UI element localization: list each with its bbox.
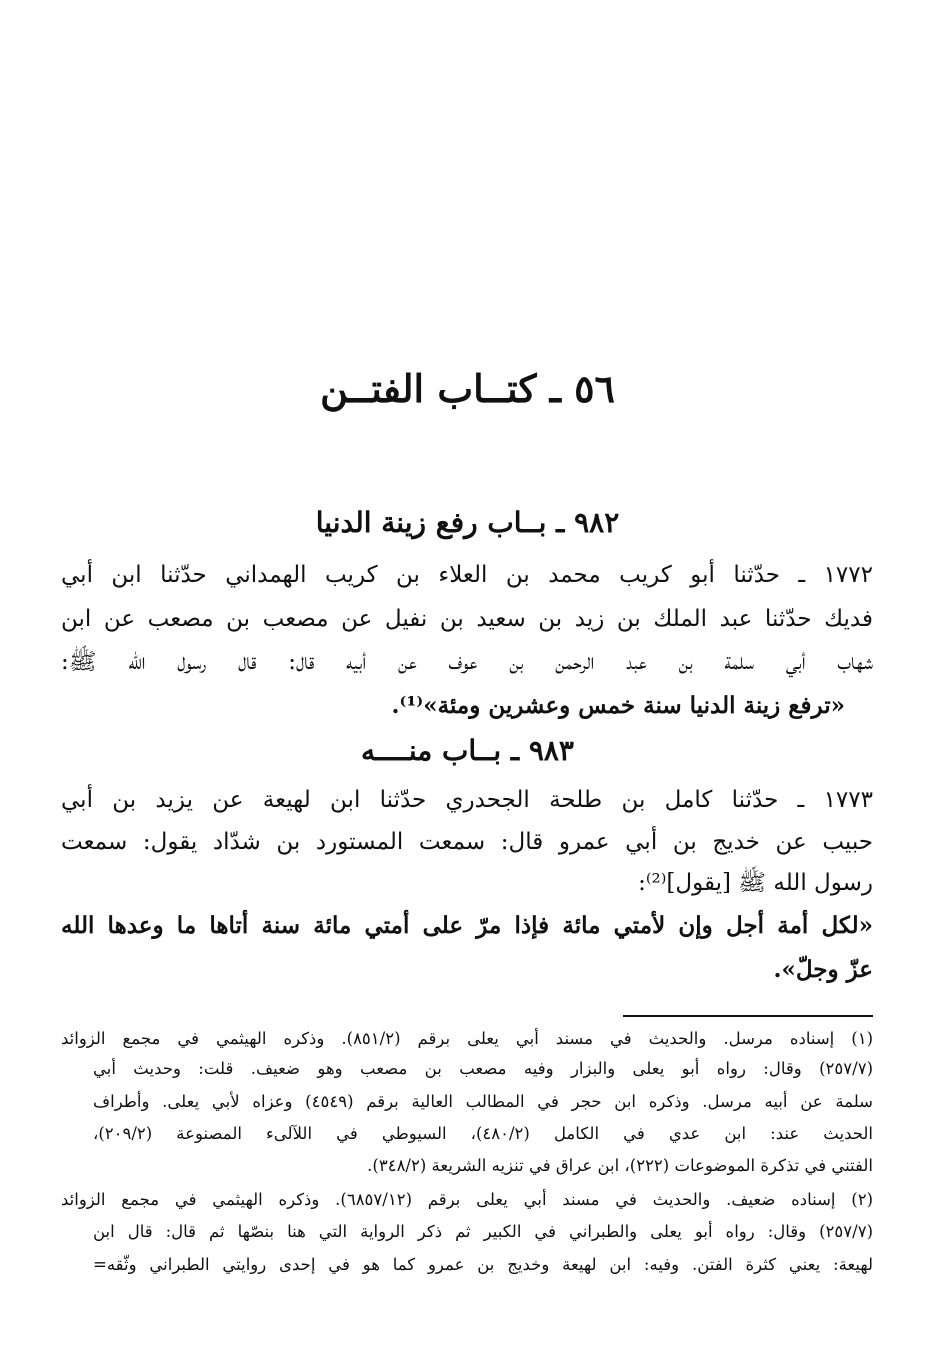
chapter-heading-982: ٩٨٢ ـ بــاب رفع زينة الدنيا	[315, 506, 620, 539]
footnote-1-line-5: الفتني في تذكرة الموضوعات (٢٢٢)، ابن عراق في تنزيه الشريعة (٣٤٨/٢).	[367, 1156, 873, 1175]
hadith-1773-line-1: ١٧٧٣ ـ حدّثنا كامل بن طلحة الجحدري حدّثنا ابن لهيعة عن يزيد بن أبي	[61, 787, 873, 813]
hadith-1772-matn: «ترفع زينة الدنيا سنة خمس وعشرين ومئة»⁽¹⁾.	[391, 692, 845, 719]
book-title: ٥٦ ـ كتــاب الفتــن	[320, 366, 615, 411]
footnote-1-line-2: (٢٥٧/٧) وقال: رواه أبو يعلى والبزار وفيه مصعب بن مصعب وهو ضعيف. قلت: وحديث أبي	[93, 1059, 873, 1078]
footnote-1-line-1: (١) إسناده مرسل. والحديث في مسند أبي يعلى برقم (٨٥١/٢). وذكره الهيثمي في مجمع الزوائد	[61, 1029, 874, 1048]
chapter-heading-983: ٩٨٣ ـ بــاب منــــه	[361, 734, 574, 767]
footnote-2-line-3: لهيعة: يعني كثرة الفتن. وفيه: ابن لهيعة وخديج بن عمرو كما هو في إحدى روايتي الطبراني وثّقه=	[93, 1255, 873, 1274]
hadith-1773-matn-line-1: «لكل أمة أجل وإن لأمتي مائة فإذا مرّ على أمتي مائة سنة أتاها ما وعدها الله	[61, 912, 873, 939]
hadith-1772-line-2: فديك حدّثنا عبد الملك بن زيد بن سعيد بن نفيل عن مصعب بن مصعب عن ابن	[61, 606, 873, 632]
footnote-1-line-4: الحديث عند: ابن عدي في الكامل (٤٨٠/٢)، السيوطي في اللآلىء المصنوعة (٢٠٩/٢)،	[93, 1124, 873, 1143]
footnote-separator	[623, 1015, 873, 1017]
hadith-1773-matn-line-2: عزّ وجلّ».	[773, 956, 873, 983]
hadith-1773-line-2: حبيب عن خديج بن أبي عمرو قال: سمعت المستورد بن شدّاد يقول: سمعت	[61, 829, 873, 855]
hadith-1773-line-3: رسول الله ﷺ [يقول]⁽²⁾:	[638, 870, 873, 896]
footnote-2-line-2: (٢٥٧/٧) وقال: رواه أبو يعلى والطبراني في الكبير ثم ذكر الرواية التي هنا بنصّها ثم قال: قال ابن	[93, 1222, 873, 1241]
hadith-1772-line-1: ١٧٧٢ ـ حدّثنا أبو كريب محمد بن العلاء بن كريب الهمداني حدّثنا ابن أبي	[61, 562, 873, 588]
footnote-1-line-3: سلمة عن أبيه مرسل. وذكره ابن حجر في المطالب العالية برقم (٤٥٤٩) وعزاه لأبي يعلى. وأطراف	[93, 1092, 873, 1111]
hadith-1772-line-3: شهاب أبي سلمة بن عبد الرحمن بن عوف عن أبيه قال: قال رسول الله ﷺ:	[61, 649, 873, 675]
footnote-2-line-1: (٢) إسناده ضعيف. والحديث في مسند أبي يعلى برقم (٦٨٥٧/١٢). وذكره الهيثمي في مجمع الزوائد	[61, 1190, 874, 1209]
